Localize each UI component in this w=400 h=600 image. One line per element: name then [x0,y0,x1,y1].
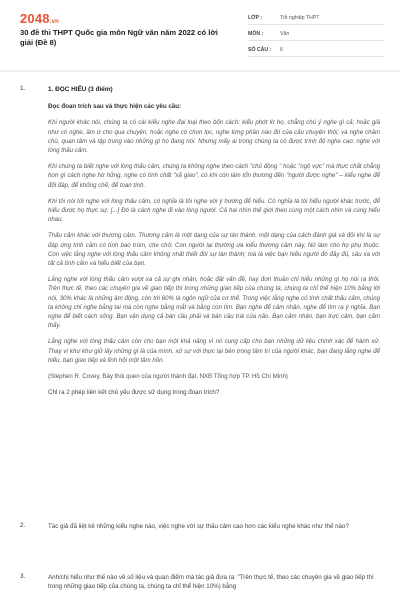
question-prompt: Anh/chị hiểu như thế nào về số liệu và quan điểm mà tác giả đưa ra: "Trên thực tế, theo các chuyên gia về giao tiếp thì trong những giao tiếp của chúng ta, chúng ta chỉ thể hiện 10%) bằng [48,574,374,591]
meta-key: SỐ CÂU : [248,46,272,53]
page-header [0,0,400,64]
header-divider [0,70,400,72]
meta-row-count [248,43,384,57]
section-title: 1. ĐỌC HIỂU (3 điểm) [48,86,113,93]
question-prompt: Chỉ ra 2 phép liên kết chủ yếu được sử dụng trong đoạn trích? [48,389,220,397]
site-logo[interactable] [20,11,59,26]
question-prompt: Tác giả đã liệt kê những kiểu nghe nào, việc nghe với sự thấu cảm cao hơn các kiểu nghe khác như thế nào? [48,523,349,530]
meta-value: Văn [280,30,290,37]
passage-paragraph: Khi chúng ta biết nghe với lòng thấu cảm, chúng ta không nghe theo cách "chủ động " hoặc "ngộ vực" mà thực chất chẳng hơn gì cách nghe hờ hững, nghe có tính chất "xã giao", có khi còn làm tổn thương đến "người được nghe" – kiểu nghe để đối đáp, để khống chế, để toan tính. [48,163,380,189]
meta-value: Tốt nghiệp THPT [280,14,320,21]
instruction: Đọc đoạn trích sau và thực hiện các yêu cầu: [48,103,182,111]
question-number: 3. [20,573,26,580]
passage-paragraph: Lắng nghe với lòng thấu cảm vượt xa cả sự ghi nhận, hoặc đặt vấn đề, hay đơn thuần chỉ hiểu những gì họ nói ra thôi. Trên thực tế, theo các chuyên gia về giao tiếp thì trong những giao tiếp của chúng ta, chúng ta chỉ thể hiện 10% bằng lời nói, 30% khác là những âm động, còn tới 60% là ngôn ngữ của cơ thể. Trong việc lắng nghe có tính chất thấu cảm, chúng ta không chỉ nghe bằng tai mà còn nghe bằng mắt và bằng con tim. Bạn nghe để cảm nhận, nghe để tìm ra ý nghĩa. Bạn nghe để biết cách sống. Bạn vận dụng cả bán cầu phải và bán cầu trái của não. Bạn cảm nhận, bạn trực cảm, bạn cảm thấy. [48,276,380,330]
meta-key: MÔN : [248,30,264,37]
passage-paragraph: Khi tôi nói tới nghe với lòng thấu cảm, có nghĩa là tôi nghe với ý hướng để hiểu. Có nghĩa là tôi hiểu người khác trước, để hiểu được họ thực sự. [...] Đó là cách nghe đi vào lòng người. Cả hai nhìn thế giới theo cùng một cách nhìn và cùng hiểu nhau. [48,197,380,224]
meta-table [248,11,384,59]
passage-source: (Stephen R. Covey, Bảy thói quen của người thành đạt, NXB Tổng hợp TP. Hồ Chí Minh) [48,373,288,381]
question-number: 2. [20,522,26,529]
logo-suffix: .vn [49,19,60,25]
passage-paragraph: Thấu cảm khác với thương cảm. Thương cảm là một dạng của sự tán thành, một dạng của cách đánh giá và đôi khi là sự đáp ứng tình cảm có tính bao trùm, che chở. Con người lại thường ưa kiểu thương cảm này. Nó làm cho họ phụ thuộc. Còn việc lắng nghe với lòng thấu cảm không nhất thiết đòi sự tán thành; mà là việc bạn hiểu người đó đầy đủ, sâu xa với tất cả tình cảm và hiểu biết của bạn. [48,232,380,268]
meta-value: 6 [280,46,283,53]
passage-paragraph: Lắng nghe với lòng thấu cảm còn cho bạn một khả năng vì nó cung cấp cho bạn những dữ liệu chính xác để hành xử. Thay vì khư khư giữ lấy những gì là của mình, xử sự với thực tại bên trong tâm trí của người khác, bạn đang lắng nghe để hiểu, bạn giao tiếp và lĩnh hội một tâm hồn. [48,338,380,364]
meta-row-class [248,11,384,25]
meta-row-subject [248,27,384,41]
logo-text: 2048 [20,11,50,26]
question-body [48,85,380,397]
meta-key: LỚP : [248,14,263,21]
document-title: 30 đề thi THPT Quốc gia môn Ngữ văn năm 2022 có lời giải (Đề 8) [20,28,218,47]
question-number: 1. [20,85,26,92]
passage-paragraph: Khi người khác nói, chúng ta có cái kiểu nghe đại loại theo bốn cách: kiểu phớt lờ họ, chẳng chú ý nghe gì cả; hoặc giả như có nghe, ầm ừ cho qua chuyện; hoặc nghe có chọn lọc, nghe từng phần nào đó của câu chuyện thôi; và nghe chăm chú, quan tâm và tập trung vào những gì họ đang nói. Nhưng mấy ai trong chúng ta có được trình độ nghe cao: nghe với lòng thấu cảm. [48,119,380,155]
